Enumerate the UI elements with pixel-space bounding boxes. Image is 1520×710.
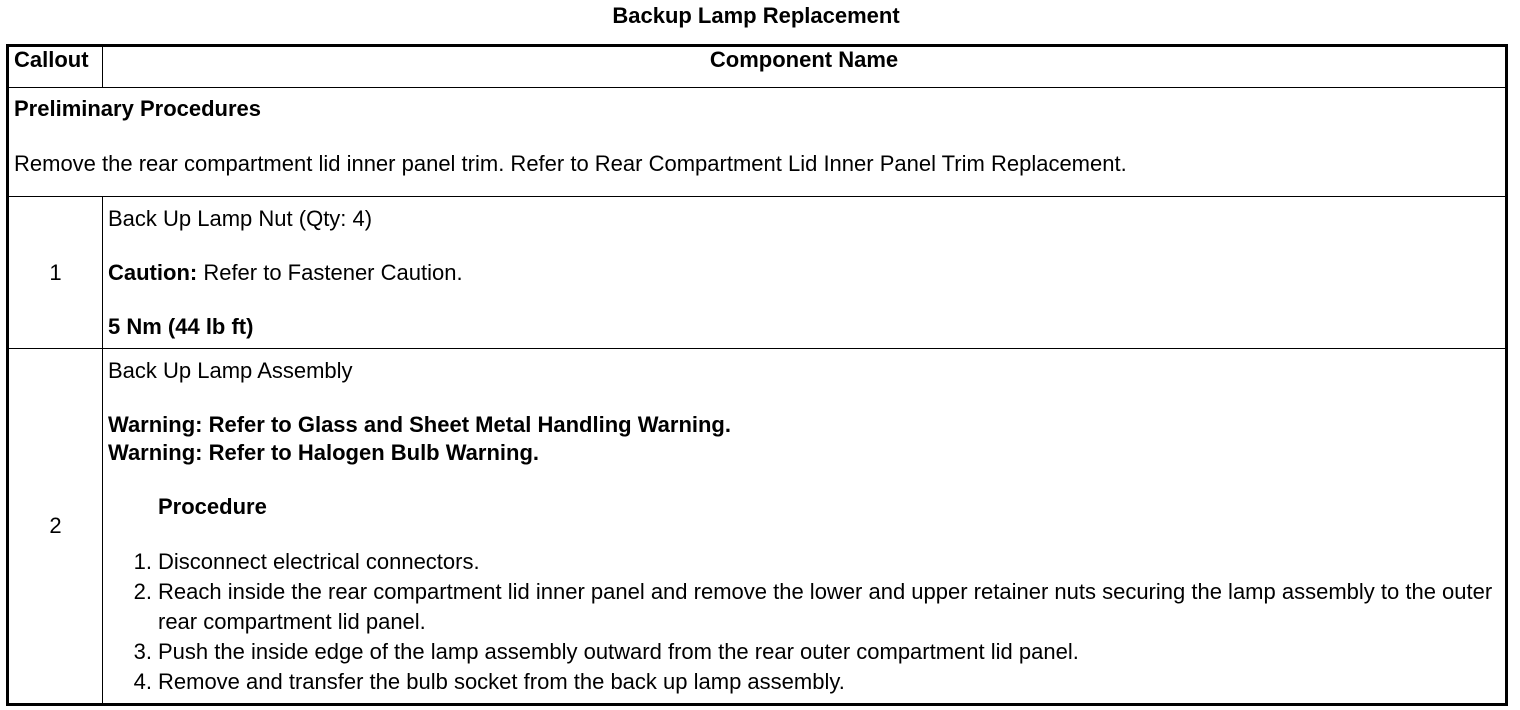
table-header-row xyxy=(8,46,1507,88)
component-table xyxy=(6,44,1508,706)
callout-number: 1 xyxy=(8,197,103,349)
callout-number: 2 xyxy=(8,349,103,705)
component-name: Back Up Lamp Assembly xyxy=(108,358,353,383)
header-callout: Callout xyxy=(8,46,103,88)
procedure-steps xyxy=(108,547,1499,697)
warning-line: Warning: Refer to Halogen Bulb Warning. xyxy=(108,440,540,465)
warning-line: Warning: Refer to Glass and Sheet Metal Handling Warning. xyxy=(108,412,731,437)
list-item: 3. Push the inside edge of the lamp assembly outward from the rear outer compartment lid panel. xyxy=(133,639,1079,664)
list-item: 1. Disconnect electrical connectors. xyxy=(133,549,480,574)
list-item: 4. Remove and transfer the bulb socket from the back up lamp assembly. xyxy=(133,669,845,694)
procedure-title: Procedure xyxy=(158,494,267,519)
preliminary-heading: Preliminary Procedures xyxy=(14,96,262,121)
component-name: Back Up Lamp Nut (Qty: 4) xyxy=(108,206,373,231)
table-row xyxy=(8,197,1507,349)
caution-label: Caution: xyxy=(108,260,198,285)
preliminary-text: Remove the rear compartment lid inner panel trim. Refer to Rear Compartment Lid Inner Panel Trim Replacement. xyxy=(14,151,1127,176)
page-title: Backup Lamp Replacement xyxy=(612,3,900,28)
caution-line xyxy=(108,259,1499,287)
torque-spec: 5 Nm (44 lb ft) xyxy=(108,314,254,339)
preliminary-row xyxy=(8,88,1507,197)
caution-text: Refer to Fastener Caution. xyxy=(197,260,463,285)
list-item: 2. Reach inside the rear compartment lid inner panel and remove the lower and upper retainer nuts securing the lamp assembly to the outer rear compartment lid panel. xyxy=(133,579,1493,634)
header-component-name: Component Name xyxy=(103,46,1507,88)
table-row xyxy=(8,349,1507,705)
